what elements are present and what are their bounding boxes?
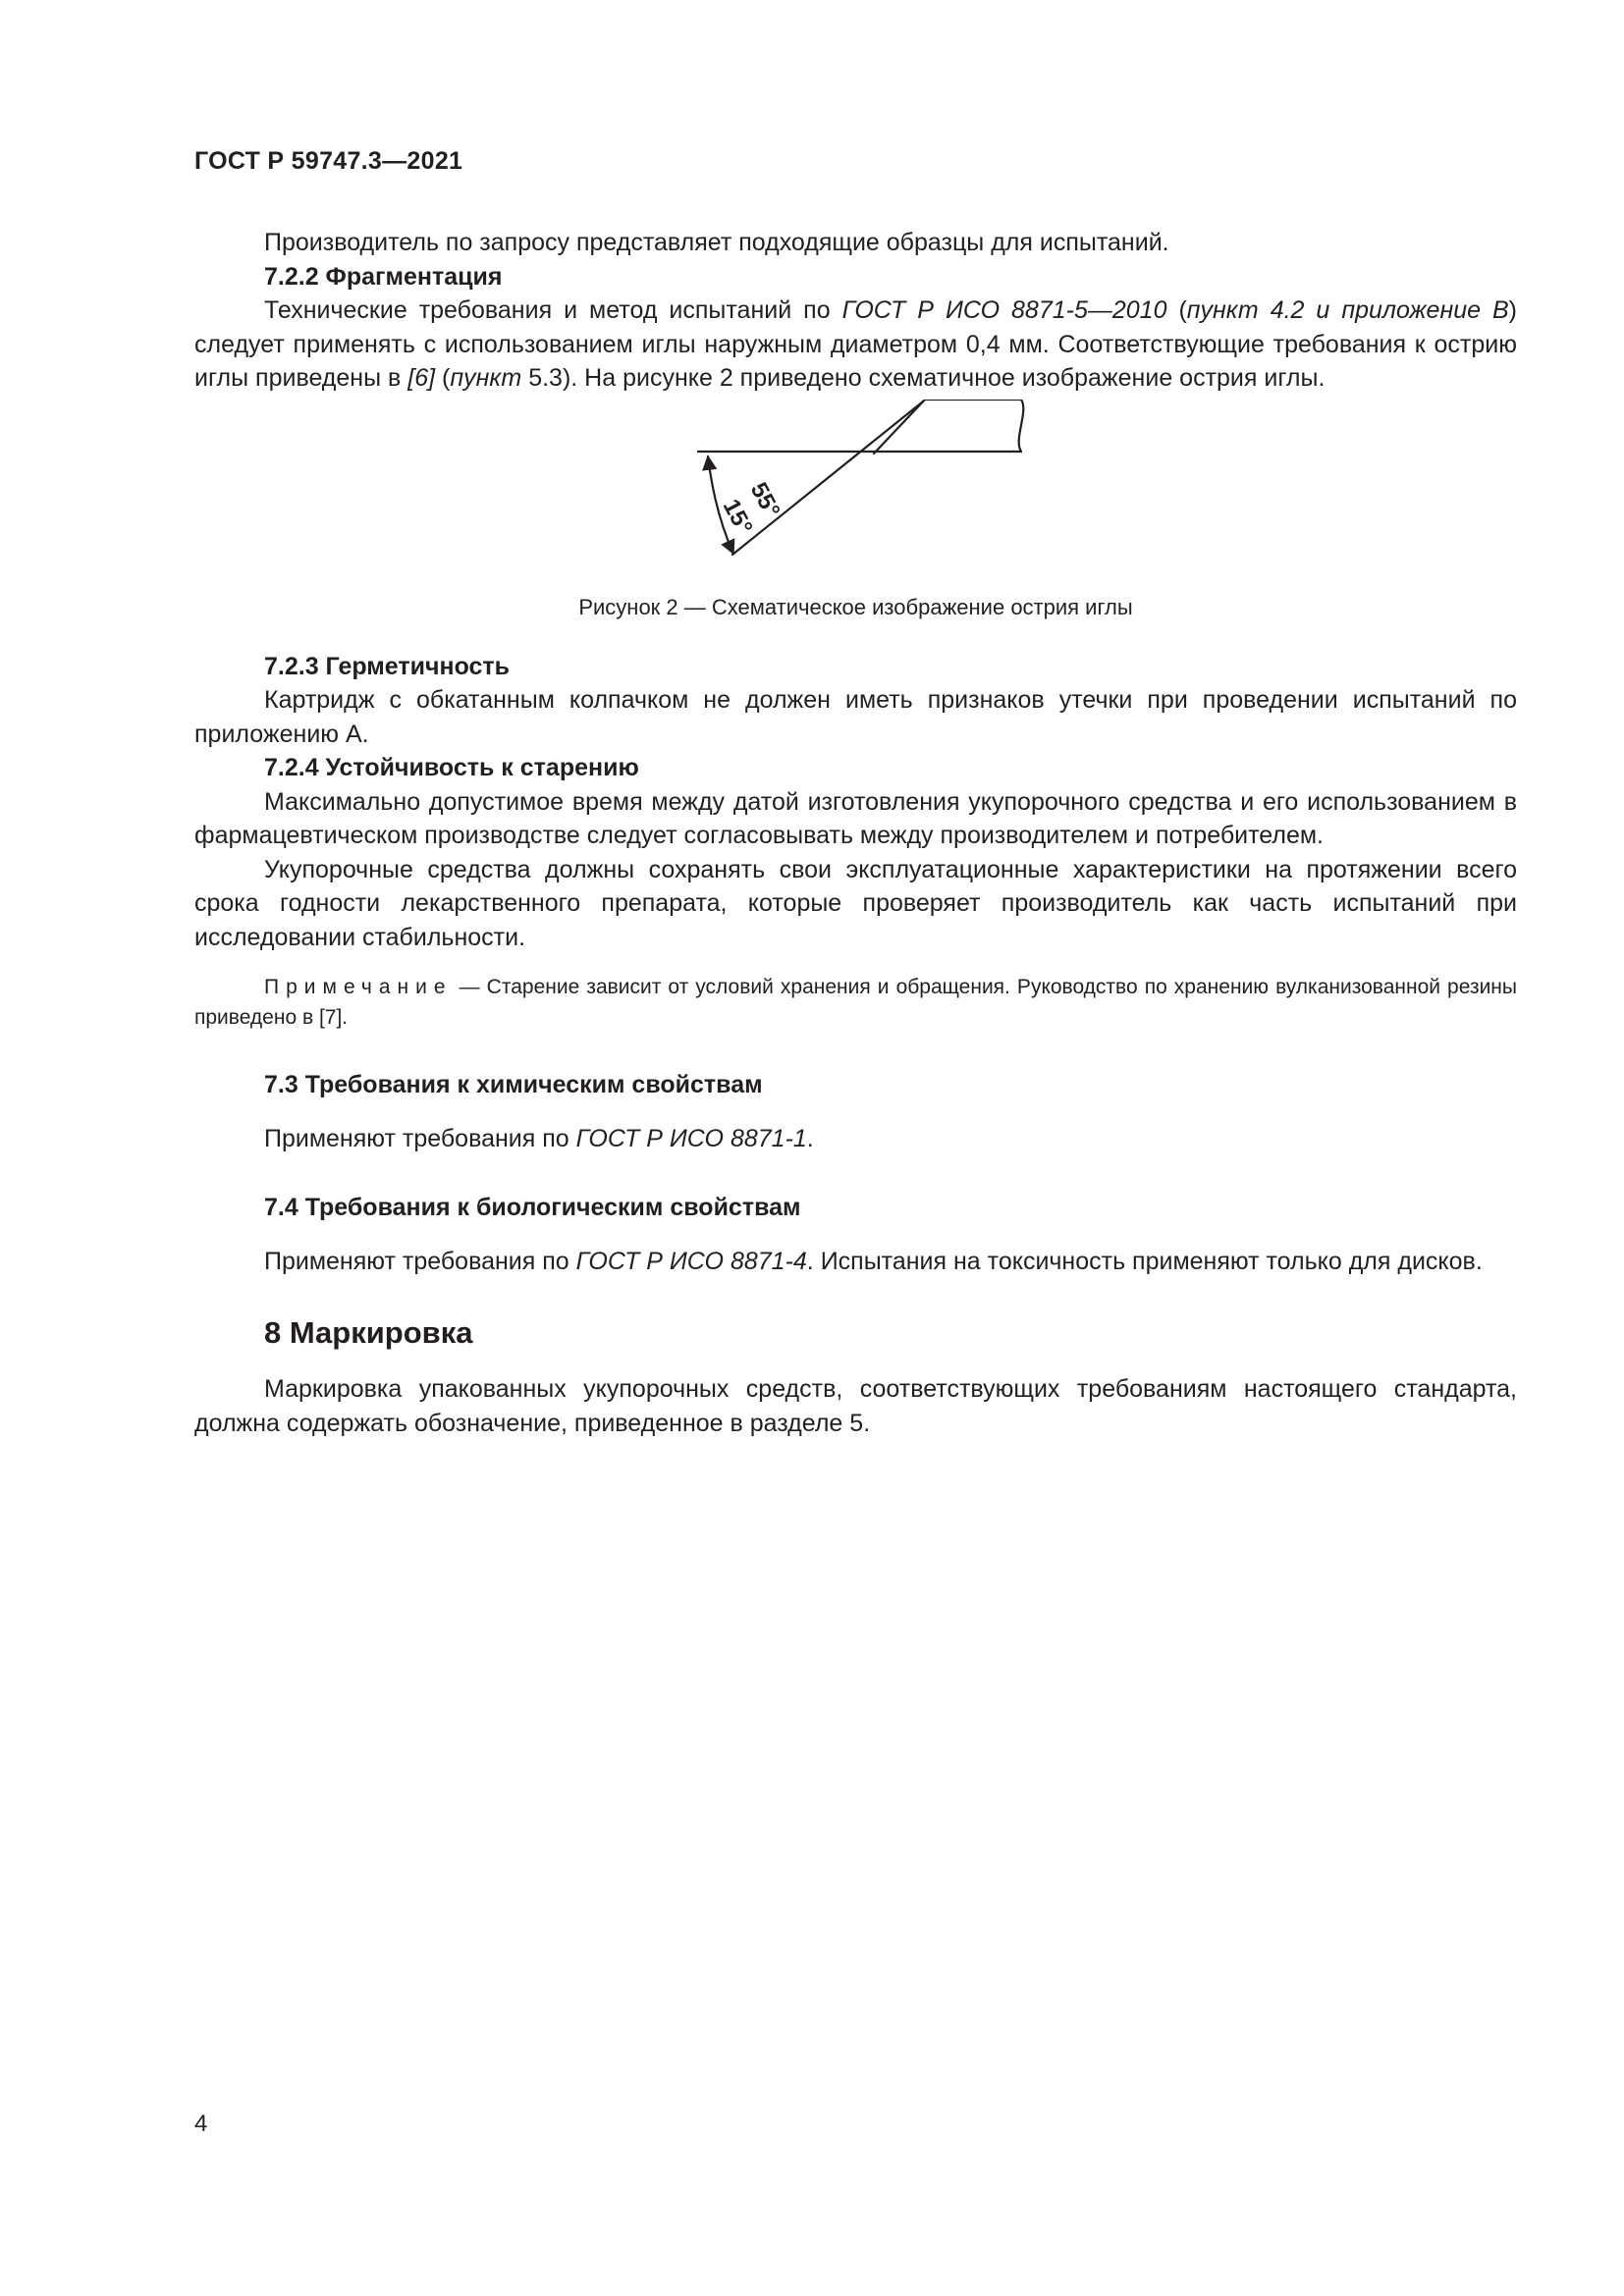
- page-content: [194, 226, 1517, 1440]
- needle-tip-drawing: [194, 400, 1517, 571]
- spacer: [194, 622, 1517, 650]
- clause-word: пункт: [450, 364, 522, 392]
- angle-label-bottom: 15°: [717, 494, 758, 539]
- angle-label-top: 55°: [744, 477, 785, 522]
- doc-number-header: ГОСТ Р 59747.3—2021: [194, 147, 463, 175]
- note-paragraph: [194, 972, 1517, 1033]
- spacer: [194, 1225, 1517, 1245]
- paragraph-7-3: [194, 1122, 1517, 1156]
- spacer: [194, 1278, 1517, 1313]
- paragraph-7-2-2: [194, 294, 1517, 396]
- paragraph-8: Маркировка упакованных укупорочных средств, соответствующих требованиям настоящего стандарта, должна содержать обозначение, приведенное в разделе 5.: [194, 1375, 1517, 1437]
- clause-reference: пункт 4.2 и приложение В: [1186, 296, 1509, 324]
- bibliography-reference: [6]: [407, 364, 436, 392]
- text-run: (: [435, 364, 451, 392]
- figure-caption: Рисунок 2 — Схематическое изображение острия иглы: [578, 594, 1133, 619]
- text-run: 5.3). На рисунке 2 приведено схематичное изображение острия иглы.: [521, 364, 1326, 392]
- text-run: Применяют требования по: [264, 1247, 576, 1275]
- paragraph-7-4: [194, 1245, 1517, 1279]
- heading-7-2-4: 7.2.4 Устойчивость к старению: [264, 754, 639, 781]
- spacer: [194, 1033, 1517, 1068]
- heading-7-2-2: 7.2.2 Фрагментация: [264, 262, 503, 291]
- standard-reference: ГОСТ Р ИСО 8871-4: [575, 1247, 807, 1275]
- text-run: ) следует применять с использованием иглы наружным диаметром 0,4 мм. Соответствующие требования к острию иглы приведены в: [194, 296, 1517, 392]
- heading-7-2-3: 7.2.3 Герметичность: [264, 652, 511, 680]
- note-label: Примечание: [264, 976, 453, 998]
- text-run: (: [1166, 296, 1187, 324]
- paragraph-7-2-4-b: Укупорочные средства должны сохранять свои эксплуатационные характеристики на протяжении всего срока годности лекарственного препарата, которые проверяет производитель как часть испытаний при исследовании стабильности.: [194, 855, 1517, 951]
- heading-section-8: 8 Маркировка: [264, 1315, 473, 1350]
- text-run: . Испытания на токсичность применяют только для дисков.: [806, 1247, 1483, 1275]
- paragraph-7-2-4-a: Максимально допустимое время между датой изготовления укупорочного средства и его использованием в фармацевтическом производстве следует согласовывать между производителем и потребителем.: [194, 787, 1517, 849]
- needle-bevel-upper: [874, 400, 925, 454]
- spacer: [194, 1155, 1517, 1191]
- spacer: [194, 954, 1517, 972]
- standard-reference: ГОСТ Р ИСО 8871-1: [575, 1124, 807, 1152]
- needle-tip-figure: [194, 400, 1517, 571]
- spacer: [194, 1102, 1517, 1122]
- paragraph-7-2-3: Картридж с обкатанным колпачком не должен иметь признаков утечки при проведении испытаний по приложению А.: [194, 686, 1517, 748]
- heading-7-3: 7.3 Требования к химическим свойствам: [264, 1071, 763, 1098]
- needle-break-edge: [1019, 400, 1024, 452]
- note-text: — Старение зависит от условий хранения и обращения. Руководство по хранению вулканизованной резины приведено в [7].: [194, 976, 1517, 1029]
- paragraph-samples: Производитель по запросу представляет подходящие образцы для испытаний.: [264, 229, 1169, 256]
- page-number: 4: [194, 2110, 208, 2137]
- text-run: .: [806, 1124, 814, 1152]
- needle-bevel-lower: [732, 401, 923, 555]
- heading-7-4: 7.4 Требования к биологическим свойствам: [264, 1194, 801, 1221]
- text-run: Технические требования и метод испытаний по: [264, 296, 842, 324]
- text-run: Применяют требования по: [264, 1124, 576, 1152]
- standard-reference: ГОСТ Р ИСО 8871-5—2010: [841, 296, 1167, 324]
- spacer: [194, 1353, 1517, 1372]
